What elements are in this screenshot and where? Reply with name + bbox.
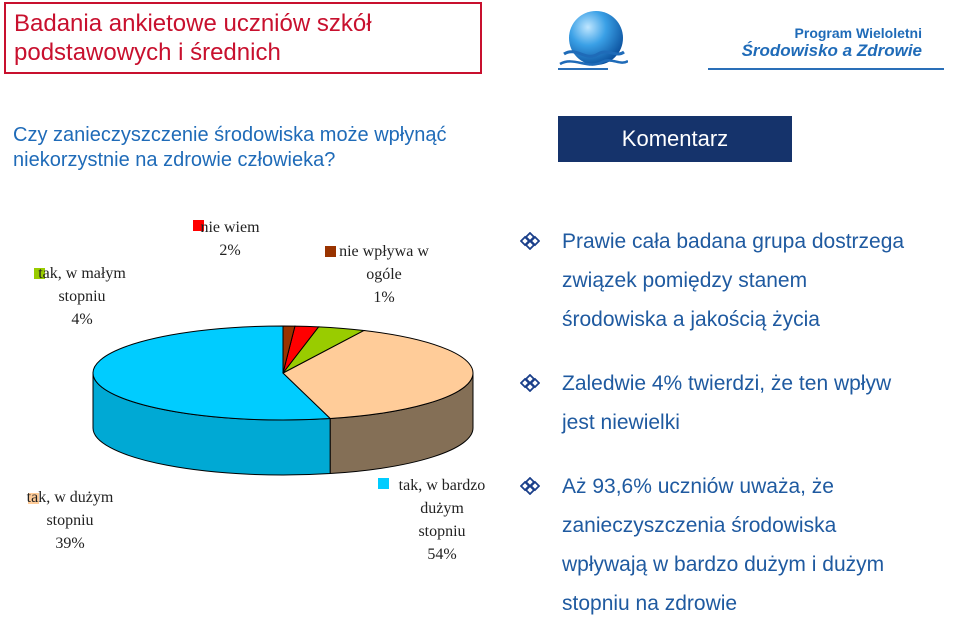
pie-label-line: stopniu bbox=[46, 512, 94, 529]
pie-label-line: 1% bbox=[373, 289, 395, 306]
pie-label-line: nie wiem bbox=[200, 219, 260, 236]
pie-label-line: nie wpływa w bbox=[339, 243, 429, 260]
bullet-1-line3: środowiska a jakością życia bbox=[562, 308, 820, 331]
comment-bullets bbox=[520, 222, 960, 623]
program-logo-icon bbox=[558, 8, 628, 72]
pie-label-4 bbox=[200, 219, 260, 259]
slide-title-line1: Badania ankietowe uczniów szkół bbox=[14, 10, 372, 37]
bullet-1-line1: Prawie cała badana grupa dostrzega bbox=[562, 230, 905, 253]
komentarz-header: Komentarz bbox=[558, 116, 792, 162]
header-rule-right bbox=[708, 68, 944, 70]
bullet-3 bbox=[520, 467, 960, 623]
survey-question bbox=[13, 123, 493, 173]
pie-label-line: tak, w bardzo bbox=[398, 477, 486, 494]
bullet-3-line4: stopniu na zdrowie bbox=[562, 592, 738, 615]
slide-title-line2: podstawowych i średnich bbox=[14, 39, 281, 66]
pie-label-line: tak, w dużym bbox=[26, 489, 114, 506]
bullet-3-line3: wpływają w bardzo dużym i dużym bbox=[562, 553, 885, 576]
pie-label-line: tak, w małym bbox=[38, 265, 126, 282]
pie-label-3 bbox=[38, 265, 126, 328]
question-line2: niekorzystnie na zdrowie człowieka? bbox=[13, 149, 336, 171]
bullet-3-line2: zanieczyszczenia środowiska bbox=[562, 514, 837, 537]
program-line1: Program Wieloletni bbox=[794, 25, 922, 41]
label-marker-5 bbox=[325, 246, 336, 257]
bullet-1-line2: związek pomiędzy stanem bbox=[562, 269, 808, 292]
slide-title-box bbox=[4, 2, 482, 74]
pie-label-5 bbox=[339, 243, 429, 306]
bullet-2-line1: Zaledwie 4% twierdzi, że ten wpływ bbox=[562, 372, 892, 395]
bullet-3-line1: Aż 93,6% uczniów uważa, że bbox=[562, 475, 834, 498]
pie-label-line: 4% bbox=[71, 311, 93, 328]
pie-label-2 bbox=[27, 489, 114, 552]
question-line1: Czy zanieczyszczenie środowiska może wpłynąć bbox=[13, 124, 447, 146]
pie-label-line: ogóle bbox=[366, 266, 402, 283]
pie-label-line: stopniu bbox=[418, 523, 466, 540]
diamond-bullet-icon bbox=[520, 477, 540, 495]
pie-label-1 bbox=[399, 477, 486, 563]
diamond-bullet-icon bbox=[520, 232, 540, 250]
header-rule-left bbox=[558, 68, 608, 70]
bullet-2-line2: jest niewielki bbox=[562, 411, 680, 434]
program-name bbox=[742, 25, 922, 61]
pie-label-line: stopniu bbox=[58, 288, 106, 305]
pie-chart bbox=[0, 200, 520, 580]
pie-label-line: dużym bbox=[420, 500, 464, 517]
bullet-1 bbox=[520, 222, 960, 339]
bullet-2 bbox=[520, 364, 960, 442]
pie-label-line: 2% bbox=[219, 242, 241, 259]
program-line2: Środowisko a Zdrowie bbox=[741, 41, 922, 60]
pie-label-line: 54% bbox=[427, 546, 457, 563]
pie-label-line: 39% bbox=[55, 535, 85, 552]
label-marker-1 bbox=[378, 478, 389, 489]
diamond-bullet-icon bbox=[520, 374, 540, 392]
